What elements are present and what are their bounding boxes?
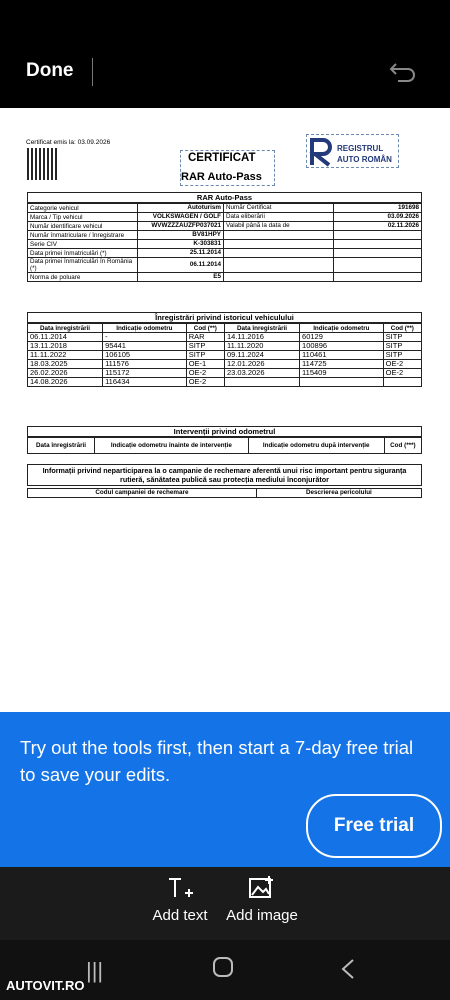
history-cell: 23.03.2026 <box>224 369 299 378</box>
history-title: Înregistrări privind istoricul vehiculului <box>27 312 422 323</box>
history-cell: 14.11.2016 <box>224 333 299 342</box>
trial-banner <box>0 712 450 867</box>
vehicle-row <box>28 258 422 273</box>
history-cell: - <box>103 333 187 342</box>
add-text-icon <box>140 873 220 907</box>
vehicle-label-2 <box>224 258 334 273</box>
recall-title: Informații privind neparticiparea la o campanie de rechemare aferentă unui risc important pentru siguranța rutieră, sănătatea publică sau protecția mediului înconjurător <box>27 464 422 486</box>
odometer-table <box>27 437 422 454</box>
history-header: Cod (**) <box>383 324 421 333</box>
history-cell <box>300 378 384 387</box>
certificate-title: CERTIFICAT <box>188 152 256 164</box>
cert-date: Certificat emis la: 03.09.2026 <box>26 139 111 146</box>
document-page <box>0 108 450 712</box>
history-header: Cod (**) <box>186 324 224 333</box>
history-cell: 106105 <box>103 351 187 360</box>
history-cell: 11.11.2022 <box>28 351 103 360</box>
history-cell: 13.11.2018 <box>28 342 103 351</box>
history-cell: SITP <box>383 342 421 351</box>
history-cell: 60129 <box>300 333 384 342</box>
vehicle-value-2 <box>334 240 422 249</box>
history-row <box>28 369 422 378</box>
add-text-label: Add text <box>152 907 208 924</box>
history-cell: 06.11.2014 <box>28 333 103 342</box>
history-cell: OE-2 <box>383 369 421 378</box>
rar-logo: REGISTRUL AUTO ROMÂN <box>306 134 399 168</box>
history-header: Data înregistrării <box>224 324 299 333</box>
history-cell <box>383 378 421 387</box>
vehicle-label: Categorie vehicul <box>28 204 138 213</box>
promo-text: Try out the tools first, then start a 7-day free trial to save your edits. <box>20 737 414 785</box>
vehicle-value-2: 191698 <box>334 204 422 213</box>
vehicle-label-2: Valabil până la data de <box>224 222 334 231</box>
odometer-header: Indicație odometru înainte de intervenție <box>95 438 249 454</box>
add-image-label: Add image <box>226 907 298 924</box>
vehicle-value-2: 02.11.2026 <box>334 222 422 231</box>
vehicle-value-2: 03.09.2026 <box>334 213 422 222</box>
history-cell: 09.11.2024 <box>224 351 299 360</box>
odometer-header: Data înregistrării <box>28 438 95 454</box>
vehicle-value: E5 <box>138 273 224 282</box>
autovit-watermark: AUTOVIT.RO <box>6 978 85 993</box>
history-cell: SITP <box>383 351 421 360</box>
vehicle-label: Marca / Tip vehicul <box>28 213 138 222</box>
vehicle-row <box>28 273 422 282</box>
history-row <box>28 360 422 369</box>
history-cell: 116434 <box>103 378 187 387</box>
vehicle-label: Data primei înmatriculări (*) <box>28 249 138 258</box>
vehicle-table <box>27 203 422 282</box>
history-cell: 12.01.2026 <box>224 360 299 369</box>
history-row <box>28 333 422 342</box>
history-cell: 115172 <box>103 369 187 378</box>
odometer-title: Intervenții privind odometrul <box>27 426 422 437</box>
vehicle-value: 06.11.2014 <box>138 258 224 273</box>
history-cell: SITP <box>186 351 224 360</box>
vehicle-value: 25.11.2014 <box>138 249 224 258</box>
vehicle-value: Autoturism <box>138 204 224 213</box>
qr-code-icon <box>27 148 59 180</box>
add-image-icon <box>222 873 302 907</box>
vehicle-row <box>28 213 422 222</box>
vehicle-label-2 <box>224 249 334 258</box>
certificate-subtitle: RAR Auto-Pass <box>181 171 262 183</box>
history-cell: 14.08.2026 <box>28 378 103 387</box>
recall-header: Descrierea pericolului <box>256 489 421 498</box>
history-cell: OE-1 <box>186 360 224 369</box>
home-icon[interactable] <box>212 956 234 984</box>
add-image-tool[interactable] <box>222 873 302 924</box>
vehicle-label: Norma de poluare <box>28 273 138 282</box>
vehicle-label-2: Data eliberării <box>224 213 334 222</box>
history-cell: 26.02.2026 <box>28 369 103 378</box>
history-cell: 114725 <box>300 360 384 369</box>
vehicle-row <box>28 222 422 231</box>
history-cell: 11.11.2020 <box>224 342 299 351</box>
vehicle-label-2 <box>224 273 334 282</box>
vehicle-label: Data primei înmatriculări în România (*) <box>28 258 138 273</box>
vehicle-value-2 <box>334 249 422 258</box>
history-header: Data înregistrării <box>28 324 103 333</box>
history-cell: 115409 <box>300 369 384 378</box>
history-row <box>28 342 422 351</box>
history-header: Indicație odometru <box>300 324 384 333</box>
vehicle-label-2: Număr Certificat <box>224 204 334 213</box>
recall-header: Codul campaniei de rechemare <box>28 489 257 498</box>
vehicle-value-2 <box>334 273 422 282</box>
vehicle-row <box>28 249 422 258</box>
vehicle-row <box>28 231 422 240</box>
history-cell: SITP <box>383 333 421 342</box>
odometer-header: Cod (***) <box>384 438 421 454</box>
history-table <box>27 323 422 387</box>
vehicle-row <box>28 240 422 249</box>
free-trial-button[interactable]: Free trial <box>306 794 442 858</box>
vehicle-label-2 <box>224 231 334 240</box>
odometer-header: Indicație odometru după intervenție <box>248 438 384 454</box>
vehicle-label-2 <box>224 240 334 249</box>
history-cell: OE-2 <box>383 360 421 369</box>
recents-icon[interactable]: ||| <box>86 958 104 983</box>
vehicle-value-2 <box>334 231 422 240</box>
history-row <box>28 378 422 387</box>
recall-table <box>27 488 422 498</box>
done-button[interactable]: Done <box>26 60 74 81</box>
history-cell: SITP <box>186 342 224 351</box>
history-cell: 111576 <box>103 360 187 369</box>
section-title: RAR Auto-Pass <box>27 192 422 203</box>
vehicle-value: VOLKSWAGEN / GOLF <box>138 213 224 222</box>
undo-icon[interactable] <box>388 60 418 91</box>
top-bar <box>0 0 450 108</box>
history-header: Indicație odometru <box>103 324 187 333</box>
vehicle-label: Număr înmatriculare / înregistrare <box>28 231 138 240</box>
back-icon[interactable] <box>340 958 356 986</box>
history-cell: 100896 <box>300 342 384 351</box>
vehicle-value-2 <box>334 258 422 273</box>
toolbar-divider <box>92 58 93 86</box>
add-text-tool[interactable] <box>140 873 220 924</box>
history-cell: 110461 <box>300 351 384 360</box>
vehicle-label: Serie CIV <box>28 240 138 249</box>
vehicle-value: BV81HPY <box>138 231 224 240</box>
history-cell <box>224 378 299 387</box>
vehicle-value: K-303831 <box>138 240 224 249</box>
history-cell: OE-2 <box>186 378 224 387</box>
history-cell: RAR <box>186 333 224 342</box>
tools-bar <box>0 867 450 940</box>
history-cell: OE-2 <box>186 369 224 378</box>
history-cell: 18.03.2025 <box>28 360 103 369</box>
history-row <box>28 351 422 360</box>
history-cell: 95441 <box>103 342 187 351</box>
vehicle-label: Număr identificare vehicul <box>28 222 138 231</box>
vehicle-row <box>28 204 422 213</box>
vehicle-value: WVWZZZAUZFP037021 <box>138 222 224 231</box>
